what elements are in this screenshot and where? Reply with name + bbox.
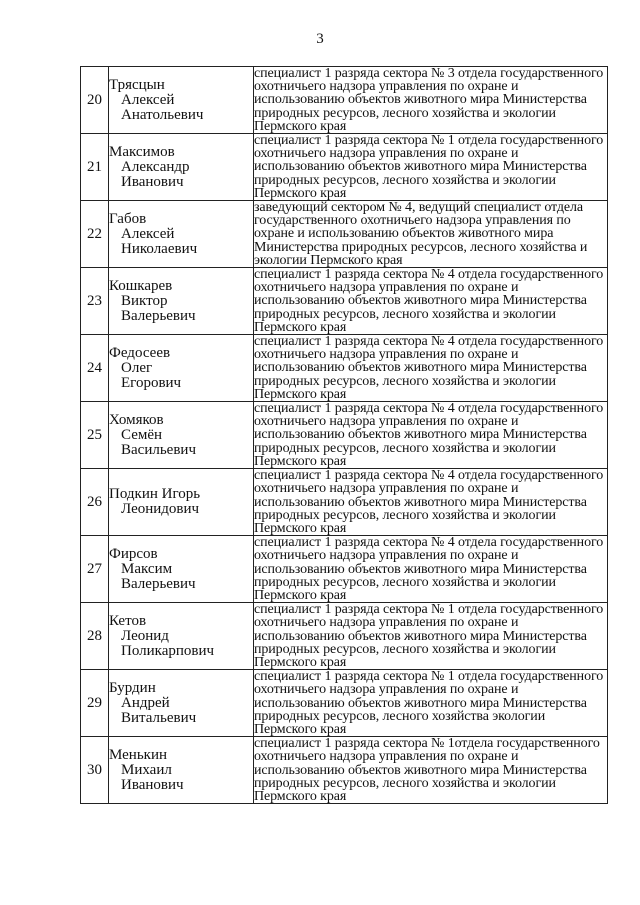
row-number: 20 — [81, 67, 109, 134]
surname: Габов — [109, 210, 147, 227]
employee-name — [109, 737, 254, 804]
employee-position: специалист 1 разряда сектора № 1отдела государственного охотничьего надзора управления по охране и использованию объектов животного мира Министерства природных ресурсов, лесного хозяйства и экологии Пермского края — [254, 737, 608, 804]
staff-table — [80, 66, 608, 804]
employee-position: специалист 1 разряда сектора № 4 отдела государственного охотничьего надзора управления по охране и использованию объектов животного мира Министерства природных ресурсов, лесного хозяйства и экологии Пермского края — [254, 335, 608, 402]
row-number: 25 — [81, 402, 109, 469]
page-number: 3 — [316, 31, 324, 47]
surname: Подкин Игорь — [109, 486, 201, 503]
employee-position: заведующий сектором № 4, ведущий специалист отдела государственного охотничьего надзора управления по охране и использованию объектов животного мира Министерства природных ресурсов, лесного хозяйства и экологии Пермского края — [254, 201, 608, 268]
first-name: Михаил — [121, 761, 172, 778]
surname: Кетов — [109, 612, 147, 629]
patronymic: Иванович — [121, 173, 184, 190]
table-row — [81, 469, 608, 536]
table-row — [81, 402, 608, 469]
table-row — [81, 67, 608, 134]
employee-position: специалист 1 разряда сектора № 4 отдела государственного охотничьего надзора управления по охране и использованию объектов животного мира Министерства природных ресурсов, лесного хозяйства и экологии Пермского края — [254, 536, 608, 603]
surname: Максимов — [109, 143, 175, 160]
employee-position: специалист 1 разряда сектора № 1 отдела государственного охотничьего надзора управления по охране и использованию объектов животного мира Министерства природных ресурсов, лесного хозяйства и экологии Пермского края — [254, 134, 608, 201]
patronymic: Витальевич — [121, 709, 197, 726]
first-name: Виктор — [121, 292, 168, 309]
employee-name — [109, 402, 254, 469]
table-row — [81, 536, 608, 603]
employee-position: специалист 1 разряда сектора № 3 отдела государственного охотничьего надзора управления по охране и использованию объектов животного мира Министерства природных ресурсов, лесного хозяйства и экологии Пермского края — [254, 67, 608, 134]
table-row — [81, 201, 608, 268]
employee-name — [109, 536, 254, 603]
surname: Хомяков — [109, 411, 164, 428]
patronymic: Поликарпович — [121, 642, 215, 659]
first-name: Александр — [121, 158, 190, 175]
first-name: Максим — [121, 560, 173, 577]
row-number: 26 — [81, 469, 109, 536]
employee-name — [109, 134, 254, 201]
row-number: 24 — [81, 335, 109, 402]
row-number: 27 — [81, 536, 109, 603]
patronymic: Валерьевич — [121, 307, 196, 324]
surname: Трясцын — [109, 76, 165, 93]
surname: Фирсов — [109, 545, 158, 562]
table-row — [81, 670, 608, 737]
patronymic: Васильевич — [121, 441, 196, 458]
employee-position: специалист 1 разряда сектора № 4 отдела государственного охотничьего надзора управления по охране и использованию объектов животного мира Министерства природных ресурсов, лесного хозяйства и экологии Пермского края — [254, 469, 608, 536]
employee-name — [109, 335, 254, 402]
table-row — [81, 134, 608, 201]
table-row — [81, 268, 608, 335]
employee-name — [109, 603, 254, 670]
first-name: Леонид — [121, 627, 169, 644]
surname: Кошкарев — [109, 277, 173, 294]
staff-table-body — [81, 67, 608, 804]
employee-position: специалист 1 разряда сектора № 1 отдела государственного охотничьего надзора управления по охране и использованию объектов животного мира Министерства природных ресурсов, лесного хозяйства экологии Пермского края — [254, 670, 608, 737]
surname: Бурдин — [109, 679, 156, 696]
row-number: 28 — [81, 603, 109, 670]
row-number: 23 — [81, 268, 109, 335]
patronymic: Николаевич — [121, 240, 198, 257]
patronymic: Егорович — [121, 374, 182, 391]
employee-position: специалист 1 разряда сектора № 4 отдела государственного охотничьего надзора управления по охране и использованию объектов животного мира Министерства природных ресурсов, лесного хозяйства и экологии Пермского края — [254, 402, 608, 469]
employee-name — [109, 469, 254, 536]
row-number: 22 — [81, 201, 109, 268]
first-name: Алексей — [121, 91, 175, 108]
employee-name — [109, 201, 254, 268]
first-name: Андрей — [121, 694, 170, 711]
employee-name — [109, 268, 254, 335]
surname: Федосеев — [109, 344, 171, 361]
first-name: Семён — [121, 426, 163, 443]
employee-name — [109, 670, 254, 737]
employee-name — [109, 67, 254, 134]
employee-position: специалист 1 разряда сектора № 4 отдела государственного охотничьего надзора управления по охране и использованию объектов животного мира Министерства природных ресурсов, лесного хозяйства и экологии Пермского края — [254, 268, 608, 335]
table-row — [81, 603, 608, 670]
row-number: 21 — [81, 134, 109, 201]
row-number: 29 — [81, 670, 109, 737]
patronymic: Анатольевич — [121, 106, 204, 123]
first-name: Леонидович — [121, 501, 200, 518]
surname: Менькин — [109, 746, 168, 763]
patronymic: Иванович — [121, 776, 184, 793]
patronymic: Валерьевич — [121, 575, 196, 592]
table-row — [81, 335, 608, 402]
first-name: Алексей — [121, 225, 175, 242]
first-name: Олег — [121, 359, 153, 376]
table-row — [81, 737, 608, 804]
row-number: 30 — [81, 737, 109, 804]
employee-position: специалист 1 разряда сектора № 1 отдела государственного охотничьего надзора управления по охране и использованию объектов животного мира Министерства природных ресурсов, лесного хозяйства и экологии Пермского края — [254, 603, 608, 670]
